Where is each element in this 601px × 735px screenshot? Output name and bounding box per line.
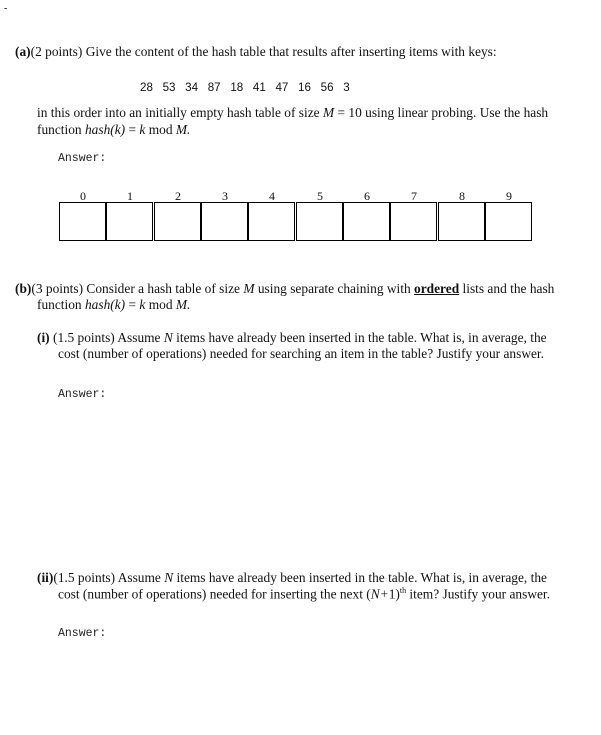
- sub-i-line1-b: items have already been inserted in the table. What is, in average, the: [172, 330, 547, 345]
- n-plus-symbol: N+: [370, 586, 389, 602]
- k-symbol: k: [139, 122, 146, 137]
- key-item: 18: [230, 81, 244, 94]
- table-index: 1: [127, 189, 133, 203]
- part-b-prompt-a: (3 points) Consider a hash table of size: [31, 281, 244, 296]
- table-index: 3: [222, 189, 228, 203]
- part-b-heading: [15, 281, 554, 297]
- part-a-line3: [37, 122, 190, 138]
- key-item: 53: [162, 81, 176, 94]
- m-symbol: M: [323, 105, 335, 120]
- sub-ii-line2-c: item? Justify your answer.: [406, 586, 551, 602]
- hash-func: hash(k): [84, 122, 126, 137]
- part-a-points: (2 points): [30, 44, 83, 59]
- sub-ii-line2-b: 1): [388, 586, 400, 602]
- key-item: 41: [252, 81, 266, 94]
- part-b-line2-c: mod: [145, 297, 176, 312]
- key-item: 28: [140, 81, 153, 94]
- part-b-line2-b: =: [125, 297, 140, 312]
- answer-label-a: Answer:: [58, 152, 107, 165]
- hash-table-cell[interactable]: [248, 202, 295, 241]
- hash-table-cell[interactable]: [438, 202, 485, 241]
- part-a-line3-a: function: [37, 122, 85, 137]
- table-index: 2: [175, 189, 181, 203]
- ordered-keyword: ordered: [414, 281, 460, 296]
- key-item: 56: [320, 81, 334, 94]
- answer-label-b-ii: Answer:: [58, 627, 107, 640]
- part-a-line2: [37, 105, 548, 121]
- table-index: 8: [459, 189, 465, 203]
- m-symbol: M: [243, 281, 255, 296]
- sub-ii-line2-a: cost (number of operations) needed for inserting the next (: [58, 586, 371, 602]
- table-index: 7: [411, 189, 417, 203]
- key-item: 16: [298, 81, 311, 94]
- hash-func: hash(k): [84, 297, 126, 312]
- key-item: 87: [207, 81, 221, 94]
- k-symbol: k: [139, 297, 146, 312]
- part-a-line3-c: mod: [145, 122, 176, 137]
- answer-label-b-i: Answer:: [58, 388, 107, 401]
- hash-table-cell[interactable]: [485, 202, 532, 241]
- sub-i-label: (i): [37, 330, 50, 345]
- table-index: 5: [317, 189, 323, 203]
- part-b-label: (b): [15, 281, 32, 296]
- sub-i-line2: cost (number of operations) needed for searching an item in the table? Justify your answer.: [58, 346, 544, 361]
- part-a-line3-b: =: [125, 122, 140, 137]
- m-end-symbol: M.: [175, 122, 191, 137]
- m-end-symbol: M.: [175, 297, 191, 312]
- key-item: 34: [185, 81, 199, 94]
- n-symbol: N: [164, 570, 174, 585]
- part-b-line2-a: function: [37, 297, 85, 312]
- table-index: 4: [269, 189, 275, 203]
- table-index: 0: [80, 189, 86, 203]
- table-index: 6: [364, 189, 370, 203]
- n-symbol: N: [163, 330, 173, 345]
- sub-i-line1-a: (1.5 points) Assume: [53, 330, 164, 345]
- hash-table-cell[interactable]: [59, 202, 106, 241]
- hash-table-cell[interactable]: [201, 202, 248, 241]
- sub-ii-line1-b: items have already been inserted in the table. What is, in average, the: [173, 570, 547, 585]
- sub-ii-line2: [58, 586, 550, 602]
- part-a-label: (a): [15, 44, 31, 59]
- part-a-prompt: Give the content of the hash table that results after inserting items with keys:: [85, 44, 497, 59]
- hash-table-cell[interactable]: [106, 202, 153, 241]
- part-b-prompt-b: using separate chaining with: [254, 281, 415, 296]
- top-mark: -: [4, 3, 8, 14]
- hash-table-cell[interactable]: [390, 202, 437, 241]
- part-a-eq10: = 10 using linear probing. Use the hash: [334, 105, 549, 120]
- key-item: 47: [275, 81, 289, 94]
- th-superscript: th: [399, 586, 407, 595]
- key-list: [140, 81, 350, 94]
- part-b-prompt-c: lists and the hash: [459, 281, 555, 296]
- sub-ii-line1-a: (1.5 points) Assume: [53, 570, 165, 585]
- part-a-heading: [15, 44, 497, 60]
- hash-table-cell[interactable]: [296, 202, 343, 241]
- part-a-line2-text: in this order into an initially empty hash table of size: [37, 105, 320, 120]
- table-index: 9: [506, 189, 512, 203]
- hash-table-cell[interactable]: [154, 202, 201, 241]
- key-item: 3: [343, 81, 350, 94]
- sub-i-line1: [37, 330, 547, 346]
- part-b-line2: [37, 297, 190, 313]
- sub-ii-line1: [37, 570, 547, 586]
- hash-table-cell[interactable]: [343, 202, 390, 241]
- sub-ii-label: (ii): [37, 570, 54, 585]
